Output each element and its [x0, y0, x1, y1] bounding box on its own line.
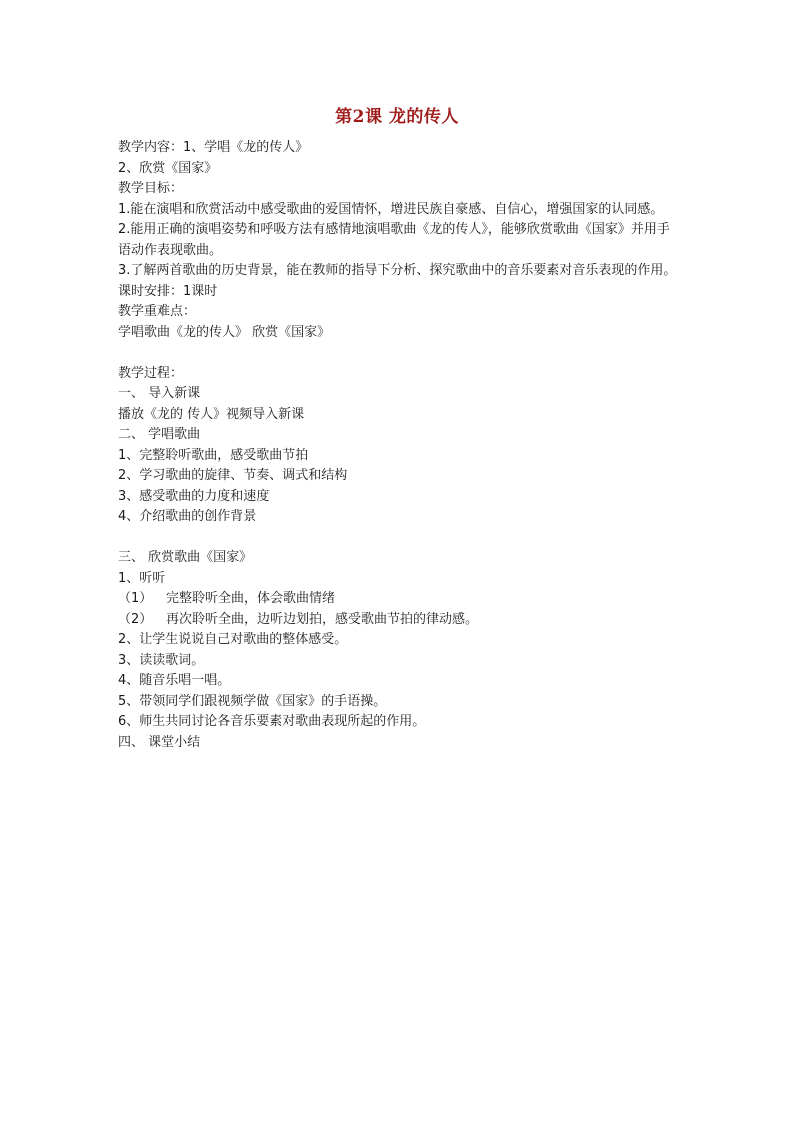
step-3-heading: 三、 欣赏歌曲《国家》: [118, 550, 253, 565]
lesson-body: [118, 138, 680, 753]
teaching-content-line-2: 2、欣赏《国家》: [118, 160, 218, 176]
teaching-content-line: 教学内容：1、学唱《龙的传人》: [118, 140, 309, 155]
key-points-heading: 教学重难点：: [118, 304, 197, 319]
step-2-item: 1、完整聆听歌曲，感受歌曲节拍: [118, 447, 309, 463]
objective-1: 1.能在演唱和欣赏活动中感受歌曲的爱国情怀，增进民族自豪感、自信心，增强国家的认同感。: [118, 201, 664, 217]
schedule-line: 课时安排：1课时: [118, 283, 218, 299]
page-title: 第2课 龙的传人: [335, 107, 459, 127]
step-3-sub-1-b: [118, 610, 680, 631]
step-3-sub-1: 1、听听: [118, 570, 166, 586]
step-1-heading: 一、 导入新课: [118, 386, 201, 401]
objective-3: 3.了解两首歌曲的历史背景，能在教师的指导下分析、探究歌曲中的音乐要素对音乐表现的作用。: [118, 263, 677, 278]
key-points-text: 学唱歌曲《龙的传人》 欣赏《国家》: [118, 324, 331, 340]
step-3-item: 3、读读歌词。: [118, 652, 205, 668]
step-2-item: 4、介绍歌曲的创作背景: [118, 509, 257, 524]
step-4-heading: 四、 课堂小结: [118, 734, 201, 750]
step-2-heading: 二、 学唱歌曲: [118, 427, 201, 442]
objective-2: 2.能用正确的演唱姿势和呼吸方法有感情地演唱歌曲《龙的传人》，能够欣赏歌曲《国家》并用手语动作表现歌曲。: [118, 222, 670, 258]
process-heading: 教学过程：: [118, 365, 184, 381]
step-1-text: 播放《龙的 传人》视频导入新课: [118, 406, 305, 422]
objectives-heading: 教学目标：: [118, 181, 184, 196]
step-3-item: 5、带领同学们跟视频学做《国家》的手语操。: [118, 693, 387, 709]
step-2-item: 3、感受歌曲的力度和速度: [118, 488, 270, 504]
step-3-sub-1-a: [118, 589, 680, 610]
step-3-item: 4、随音乐唱一唱。: [118, 673, 231, 688]
item-number: （1）: [118, 591, 153, 606]
item-number: （2）: [118, 611, 153, 627]
blank-line: [118, 343, 680, 364]
step-2-item: 2、学习歌曲的旋律、节奏、调式和结构: [118, 468, 348, 483]
step-3-item: 6、师生共同讨论各音乐要素对歌曲表现所起的作用。: [118, 714, 426, 729]
blank-line: [118, 528, 680, 549]
step-3-item: 2、让学生说说自己对歌曲的整体感受。: [118, 632, 348, 647]
item-text: 再次聆听全曲，边听边划拍，感受歌曲节拍的律动感。: [166, 611, 479, 627]
item-text: 完整聆听全曲，体会歌曲情绪: [166, 591, 336, 606]
